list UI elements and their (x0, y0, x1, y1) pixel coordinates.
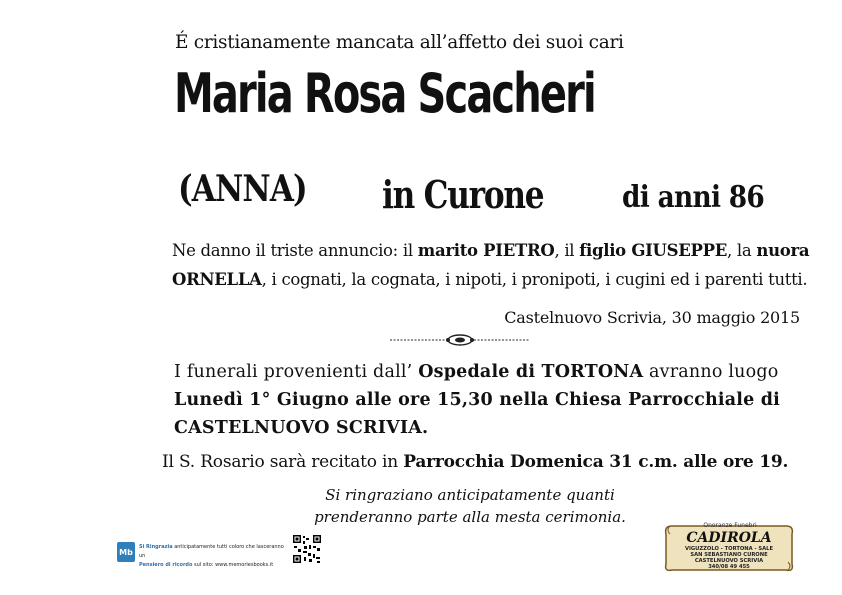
rosary-info (162, 452, 788, 472)
announcement-husband: marito PIETRO (417, 241, 555, 260)
deceased-age: di anni 86 (622, 180, 765, 215)
thanks-note (300, 484, 640, 528)
thanks-line: prenderanno parte alla mesta cerimonia. (314, 508, 626, 526)
announcement-son: figlio GIUSEPPE (579, 241, 728, 260)
announcement-text: Ne danno il triste annuncio: il (172, 241, 418, 260)
agency-subtitle: Onoranze Funebri (703, 522, 757, 529)
agency-name: CADIROLA (686, 530, 772, 546)
rosary-date: Parrocchia Domenica 31 c.m. alle ore 19. (403, 452, 789, 472)
announcement-text: , la (727, 241, 757, 260)
announcement-text: , il (554, 241, 580, 260)
funeral-info (174, 358, 824, 442)
thanks-line: Si ringraziano anticipatamente quanti (325, 486, 615, 504)
deceased-spouse: in Curone (382, 172, 544, 217)
agency-location: CASTELNUOVO SCRIVIA (694, 558, 764, 564)
funeral-date-place: Lunedì 1° Giugno alle ore 15,30 nella Chiesa Parrocchiale di CASTELNUOVO SCRIVIA. (174, 390, 781, 438)
intro-text: É cristianamente mancata all’affetto dei suoi cari (175, 32, 624, 53)
announcement (172, 236, 832, 294)
note-text: anticipatamente tutti coloro che lasceranno un (139, 544, 284, 559)
funeral-text: avranno luogo (643, 362, 779, 382)
deceased-name: Maria Rosa Scacheri (174, 62, 595, 125)
memoriesbooks-note (139, 543, 289, 570)
note-text: sul sito: www.memoriesbooks.it (192, 562, 274, 568)
rosary-text: Il S. Rosario sarà recitato in (162, 452, 404, 472)
ornament-divider (390, 333, 530, 347)
announcement-daughter-in-law: nuora ORNELLA (172, 241, 810, 289)
agency-locations: VIGUZZOLO - TORTONA - SALE (684, 546, 774, 552)
qr-code-icon[interactable] (292, 534, 322, 564)
announcement-text: , i cognati, la cognata, i nipoti, i pronipoti, i cugini ed i parenti tutti. (261, 270, 808, 289)
funeral-origin: Ospedale di TORTONA (418, 362, 644, 382)
agency-phone: 340/08 49 455 (708, 564, 750, 570)
note-highlight: Si Ringrazia (139, 544, 173, 550)
agency-location: SAN SEBASTIANO CURONE (690, 552, 768, 558)
deceased-nickname: (ANNA) (178, 168, 307, 210)
note-highlight: Pensiero di ricordo (139, 562, 193, 568)
memoriesbooks-logo-icon: Mb (117, 542, 135, 562)
funeral-text: I funerali provenienti dall’ (174, 362, 419, 382)
dateline: Castelnuovo Scrivia, 30 maggio 2015 (504, 308, 800, 327)
